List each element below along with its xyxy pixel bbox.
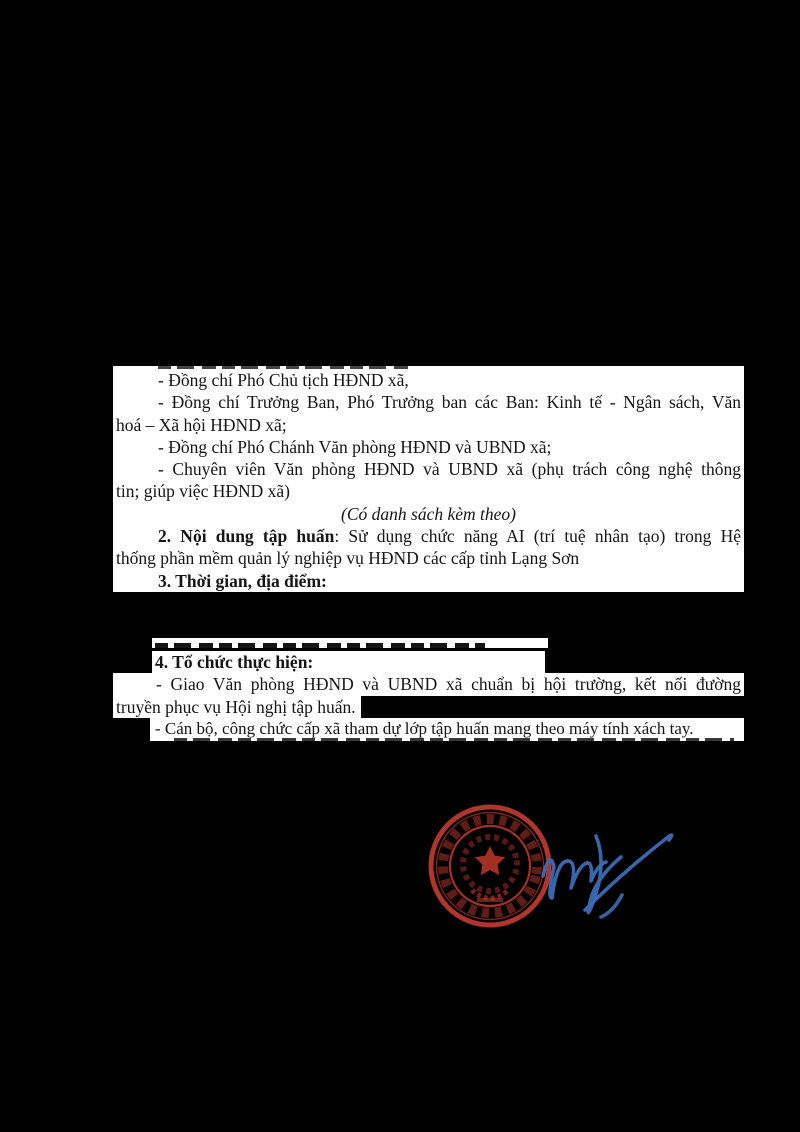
clipped-line-fragment [158, 366, 408, 369]
section-2-continuation: thống phần mềm quản lý nghiệp vụ HĐND các cấp tỉnh Lạng Sơn [116, 548, 580, 569]
section-4-item: - Cán bộ, công chức cấp xã tham dự lớp tập huấn mang theo máy tính xách tay. [155, 719, 694, 738]
section-3-heading: 3. Thời gian, địa điểm: [158, 570, 327, 591]
official-seal-icon [431, 807, 549, 925]
attendee-line: - Đồng chí Trưởng Ban, Phó Trưởng ban các Ban: Kinh tế - Ngân sách, Văn [158, 392, 741, 413]
attendee-line: tin; giúp việc HĐND xã) [116, 481, 290, 502]
clipped-line-fragment [155, 643, 485, 648]
annex-note: (Có danh sách kèm theo) [341, 503, 516, 524]
signature-icon [543, 835, 672, 917]
seal-and-signature [425, 798, 685, 936]
main-text-block [113, 366, 744, 592]
section-2-heading: 2. Nội dung tập huấn [158, 526, 335, 547]
attendee-line: - Chuyên viên Văn phòng HĐND và UBND xã (phụ trách công nghệ thông [158, 459, 741, 480]
section-4-item-strip [150, 718, 744, 741]
attendee-line: - Đồng chí Phó Chủ tịch HĐND xã, [158, 370, 409, 390]
attendee-line: hoá – Xã hội HĐND xã; [116, 414, 287, 435]
attendee-line: - Đồng chí Phó Chánh Văn phòng HĐND và UBND xã; [158, 436, 552, 457]
seal-star [475, 846, 506, 875]
clipped-line-strip [152, 638, 548, 648]
section-2-text: : Sử dụng chức năng AI (trí tuệ nhân tạo) trong Hệ [334, 526, 741, 547]
section-4-item: - Giao Văn phòng HĐND và UBND xã chuẩn bị hội trường, kết nối đường [156, 674, 741, 694]
section-4-heading: 4. Tổ chức thực hiện: [152, 651, 545, 673]
clipped-line-fragment [174, 738, 734, 741]
section-2-line [116, 525, 741, 547]
section-4-item-continuation: truyền phục vụ Hội nghị tập huấn. [113, 696, 361, 718]
